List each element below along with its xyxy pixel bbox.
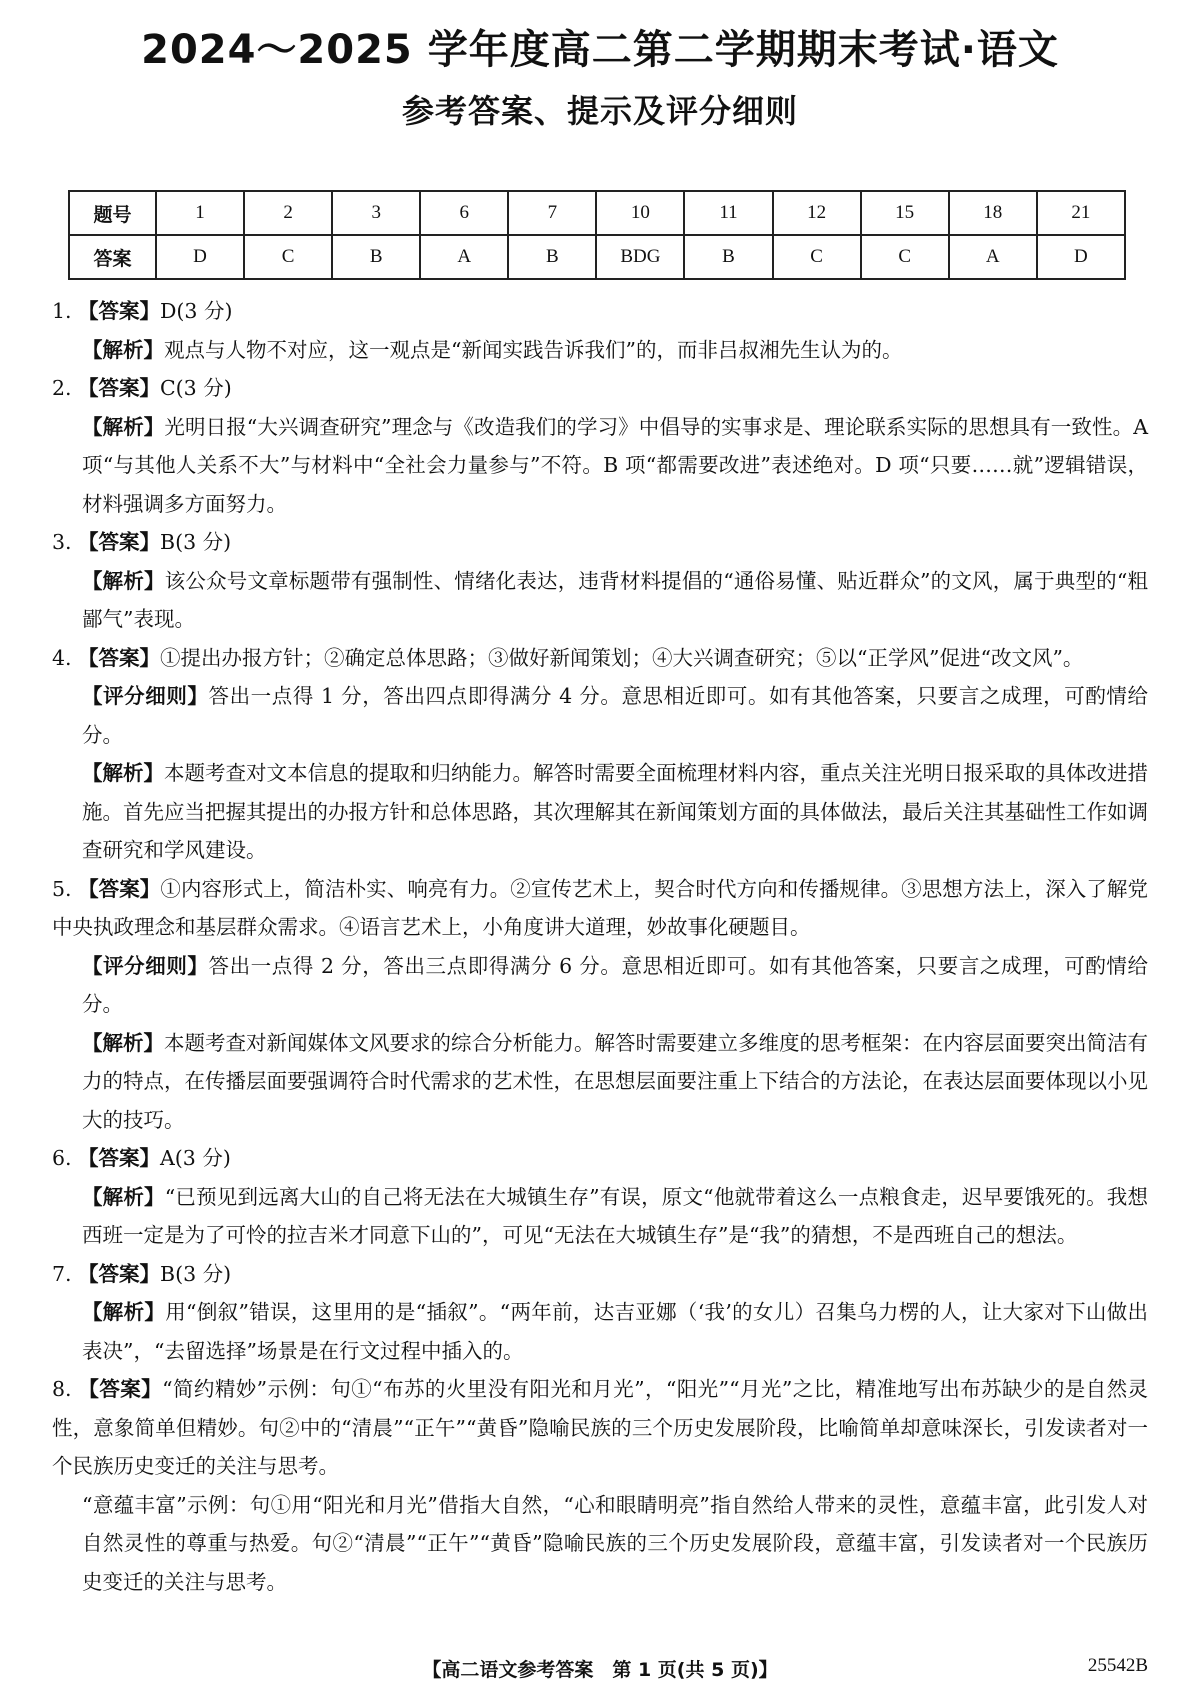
question-answer-line xyxy=(52,523,1148,562)
question-number: 7. xyxy=(52,1261,72,1286)
question-number-cell: 15 xyxy=(861,191,949,235)
answer-tag: 【答案】 xyxy=(78,530,160,554)
answer-cell: C xyxy=(244,235,332,279)
answer-tag: 【答案】 xyxy=(78,1261,160,1286)
page-title: 2024～2025 学年度高二第二学期期末考试·语文 xyxy=(141,27,1059,73)
answer-cell: B xyxy=(508,235,596,279)
answer-explanations xyxy=(52,292,1148,1601)
page-footer xyxy=(0,1655,1200,1685)
analysis-paragraph xyxy=(52,754,1148,870)
example-paragraph xyxy=(52,1486,1148,1602)
answer-text: C(3 分) xyxy=(160,376,232,400)
analysis-paragraph xyxy=(52,408,1148,524)
analysis-tag: 【解析】 xyxy=(82,337,164,362)
answer-cell: BDG xyxy=(596,235,684,279)
analysis-paragraph xyxy=(52,1024,1148,1140)
answer-tag: 【答案】 xyxy=(78,1146,160,1170)
question-answer-line xyxy=(52,1370,1148,1486)
example-text: “意蕴丰富”示例：句①用“阳光和月光”借指大自然，“心和眼睛明亮”指自然给人带来的灵性，意蕴丰富，此引发人对自然灵性的尊重与热爱。句②“清晨”“正午”“黄昏”隐喻民族的三个历史发展阶段，意蕴丰富，引发读者对一个民族历史变迁的关注与思考。 xyxy=(82,1492,1148,1594)
question-answer-line xyxy=(52,292,1148,331)
answer-tag: 【答案】 xyxy=(78,1377,163,1401)
answer-text: ①内容形式上，简洁朴实、响亮有力。②宣传艺术上，契合时代方向和传播规律。③思想方法上，深入了解党中央执政理念和基层群众需求。④语言艺术上，小角度讲大道理，妙故事化硬题目。 xyxy=(52,876,1149,939)
question-number-cell: 6 xyxy=(420,191,508,235)
question-number-row xyxy=(69,191,1125,235)
answer-cell: B xyxy=(684,235,772,279)
analysis-tag: 【解析】 xyxy=(82,1184,165,1209)
row-label-answer: 答案 xyxy=(69,235,156,279)
question-number: 1. xyxy=(52,299,72,323)
answer-table xyxy=(68,190,1126,280)
answer-cell: B xyxy=(332,235,420,279)
answer-text: “简约精妙”示例：句①“布苏的火里没有阳光和月光”，“阳光”“月光”之比，精准地写出布苏缺少的是自然灵性，意象简单但精妙。句②中的“清晨”“正午”“黄昏”隐喻民族的三个历史发展阶段，比喻简单却意味深长，引发读者对一个民族历史变迁的关注与思考。 xyxy=(52,1377,1149,1478)
question-number-cell: 7 xyxy=(508,191,596,235)
question-answer-line xyxy=(52,639,1148,678)
analysis-tag: 【解析】 xyxy=(82,761,164,785)
question-answer-line xyxy=(52,369,1148,408)
footer-page-info: 【高二语文参考答案 第 1 页(共 5 页)】 xyxy=(422,1659,778,1681)
analysis-text: 本题考查对文本信息的提取和归纳能力。解答时需要全面梳理材料内容，重点关注光明日报采取的具体改进措施。首先应当把握其提出的办报方针和总体思路，其次理解其在新闻策划方面的具体做法，最后关注其基础性工作如调查研究和学风建设。 xyxy=(82,761,1148,862)
analysis-text: 光明日报“大兴调查研究”理念与《改造我们的学习》中倡导的实事求是、理论联系实际的思想具有一致性。A 项“与其他人关系不大”与材料中“全社会力量参与”不符。B 项“都需要改进”表述绝对。D 项“只要……就”逻辑错误，材料强调多方面努力。 xyxy=(82,414,1149,516)
question-number-cell: 18 xyxy=(949,191,1037,235)
analysis-text: 该公众号文章标题带有强制性、情绪化表达，违背材料提倡的“通俗易懂、贴近群众”的文风，属于典型的“粗鄙气”表现。 xyxy=(82,568,1148,631)
answer-text: ①提出办报方针；②确定总体思路；③做好新闻策划；④大兴调查研究；⑤以“正学风”促进“改文风”。 xyxy=(160,645,1084,670)
answer-cell: C xyxy=(861,235,949,279)
analysis-paragraph xyxy=(52,562,1148,639)
analysis-paragraph xyxy=(52,1293,1148,1370)
question-number: 3. xyxy=(52,530,72,554)
analysis-text: 本题考查对新闻媒体文风要求的综合分析能力。解答时需要建立多维度的思考框架：在内容层面要突出简洁有力的特点，在传播层面要强调符合时代需求的艺术性，在思想层面要注重上下结合的方法论，在表达层面要体现以小见大的技巧。 xyxy=(82,1030,1148,1132)
scoring-text: 答出一点得 1 分，答出四点即得满分 4 分。意思相近即可。如有其他答案，只要言之成理，可酌情给分。 xyxy=(82,684,1148,747)
question-number: 6. xyxy=(52,1146,72,1170)
analysis-tag: 【解析】 xyxy=(82,1300,166,1324)
answer-tag: 【答案】 xyxy=(78,299,160,323)
analysis-tag: 【解析】 xyxy=(82,1030,164,1055)
answer-text: B(3 分) xyxy=(160,1261,232,1286)
question-answer-line xyxy=(52,870,1148,947)
analysis-text: 用“倒叙”错误，这里用的是“插叙”。“两年前，达吉亚娜（‘我’的女儿）召集乌力楞的人，让大家对下山做出表决”，“去留选择”场景是在行文过程中插入的。 xyxy=(82,1300,1149,1363)
question-number-cell: 10 xyxy=(596,191,684,235)
question-answer-line xyxy=(52,1255,1148,1294)
page-subtitle: 参考答案、提示及评分细则 xyxy=(401,92,798,130)
answer-cell: A xyxy=(420,235,508,279)
answer-row xyxy=(69,235,1125,279)
scoring-paragraph xyxy=(52,947,1148,1024)
answer-cell: C xyxy=(773,235,861,279)
question-number-cell: 3 xyxy=(332,191,420,235)
answer-text: D(3 分) xyxy=(160,299,233,323)
answer-tag: 【答案】 xyxy=(78,876,161,901)
analysis-text: 观点与人物不对应，这一观点是“新闻实践告诉我们”的，而非吕叔湘先生认为的。 xyxy=(164,337,903,362)
question-answer-line xyxy=(52,1139,1148,1178)
analysis-text: “已预见到远离大山的自己将无法在大城镇生存”有误，原文“他就带着这么一点粮食走，迟早要饿死的。我想西班一定是为了可怜的拉吉米才同意下山的”，可见“无法在大城镇生存”是“我”的猜想，不是西班自己的想法。 xyxy=(82,1184,1148,1247)
answer-cell: D xyxy=(156,235,244,279)
answer-tag: 【答案】 xyxy=(78,376,160,400)
question-number: 2. xyxy=(52,376,72,400)
question-number-cell: 2 xyxy=(244,191,332,235)
answer-tag: 【答案】 xyxy=(78,645,160,670)
question-number-cell: 11 xyxy=(684,191,772,235)
question-number-cell: 21 xyxy=(1037,191,1125,235)
analysis-paragraph xyxy=(52,331,1148,370)
scoring-tag: 【评分细则】 xyxy=(82,953,209,978)
question-number: 5. xyxy=(52,876,72,901)
analysis-paragraph xyxy=(52,1178,1148,1255)
scoring-text: 答出一点得 2 分，答出三点即得满分 6 分。意思相近即可。如有其他答案，只要言之成理，可酌情给分。 xyxy=(82,953,1148,1016)
answer-cell: D xyxy=(1037,235,1125,279)
answer-cell: A xyxy=(949,235,1037,279)
scoring-tag: 【评分细则】 xyxy=(82,684,209,708)
row-label-question: 题号 xyxy=(69,191,156,235)
question-number: 4. xyxy=(52,645,72,670)
answer-text: B(3 分) xyxy=(160,530,232,554)
analysis-tag: 【解析】 xyxy=(82,568,165,593)
analysis-tag: 【解析】 xyxy=(82,414,165,439)
question-number: 8. xyxy=(52,1377,72,1401)
scoring-paragraph xyxy=(52,677,1148,754)
answer-text: A(3 分) xyxy=(160,1146,231,1170)
question-number-cell: 1 xyxy=(156,191,244,235)
question-number-cell: 12 xyxy=(773,191,861,235)
footer-code: 25542B xyxy=(1087,1655,1148,1676)
